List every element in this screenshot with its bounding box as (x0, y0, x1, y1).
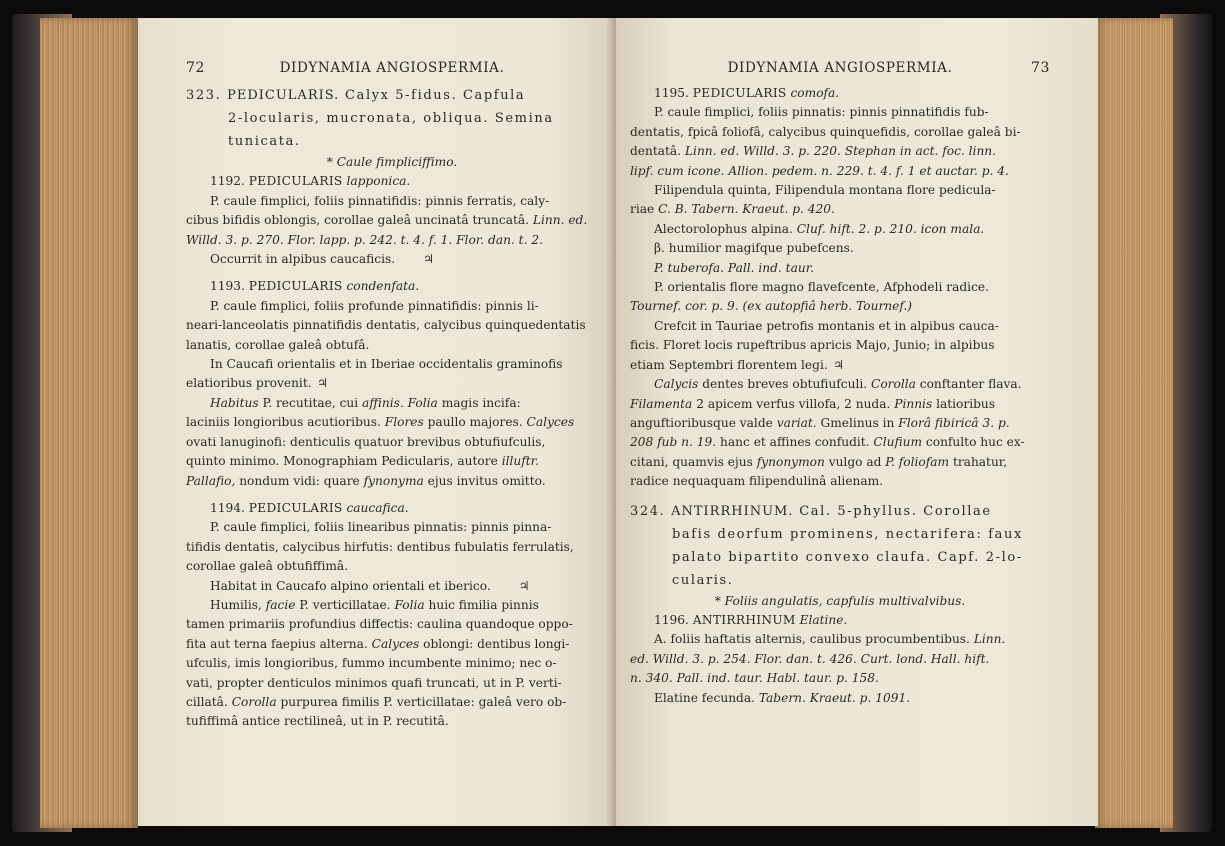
perennial-symbol: ♃ (422, 252, 434, 267)
species-heading: 1194. PEDICULARIS caucafica. (210, 500, 409, 515)
page-number: 73 (1030, 60, 1050, 76)
right-page-body: 1195. PEDICULARIS comofa. P. caule fimplici, foliis pinnatis: pinnis pinnatifidis fub- dentatis, fpicâ foliofâ, calycibus quinquefidis, corollae galeâ bi- dentatâ. Linn. ed. Willd. 3. p. 220. Stephan in act. foc. linn. lipf. cum icone. Allion. pedem. n. 229. t. 4. f. 1 et auctar. p. 4. Filipendula quinta, Filipendula montana flore pedicula- riae C. B. Tabern. Kraeut. p. 420. Alectorolophus alpina. Cluf. hift. 2. p. 210. icon mala. β. humilior magifque pubefcens. P. tuberofa. Pall. ind. taur. P. orientalis flore magno flavefcente, Afphodeli radice. Tournef. cor. p. 9. (ex autopfiâ herb. Tournef.) Crefcit in Tauriae petrofis montanis et in alpibus cauca- ficis. Floret locis rupeftribus apricis Majo, Junio; in alpibus etiam Septembri florentem legi. ♃ Calycis dentes breves obtufiufculi. Corolla conftanter flava. Filamenta 2 apicem verfus villofa, 2 nuda. Pinnis latioribus anguftioribusque valde variat. Gmelinus in Florâ fibiricâ 3. p. 208 fub n. 19. hanc et affines confudit. Clufium confulto huc ex- citani, quamvis ejus fynonymon vulgo ad P. foliofam trahatur, radice nequaquam filipendulinâ alienam. 324. ANTIRRHINUM. Cal. 5-phyllus. Corollae bafis deorfum prominens, nectarifera: faux palato bipartito convexo claufa. Capf. 2-lo- cularis. * Foliis angulatis, capfulis multivalvibus. 1196. ANTIRRHINUM Elatine. A. foliis haftatis alternis, caulibus procumbentibus. Linn. ed. Willd. 3. p. 254. Flor. dan. t. 426. Curt. lond. Hall. hift. n. 340. Pall. ind. taur. Habl. taur. p. 158. Elatine fecunda. Tabern. Kraeut. p. 1091. (630, 84, 1050, 708)
running-head: DIDYNAMIA ANGIOSPERMIA. (279, 60, 505, 76)
left-page-edges (40, 18, 138, 828)
right-page-edges (1095, 18, 1173, 828)
right-page-header (630, 58, 1050, 84)
species-heading: 1193. PEDICULARIS condenfata. (210, 279, 420, 294)
running-head: DIDYNAMIA ANGIOSPERMIA. (727, 60, 953, 76)
page-number: 72 (186, 60, 206, 76)
species-heading: 1195. PEDICULARIS comofa. (654, 86, 840, 100)
left-page-header (186, 58, 598, 84)
genus-name: PEDICULARIS. (227, 88, 340, 103)
genus-number: 323. (186, 88, 222, 103)
species-heading: 1192. PEDICULARIS lapponica. (210, 174, 411, 189)
left-page (138, 18, 616, 826)
perennial-symbol: ♃ (833, 357, 845, 372)
section-heading: * Caule fimpliciffimo. (326, 155, 458, 169)
genus-heading: 324. ANTIRRHINUM. Cal. 5-phyllus. Corollae (630, 503, 992, 519)
genus-heading: 323. PEDICULARIS. Calyx 5-fidus. Capfula (186, 88, 526, 103)
perennial-symbol: ♃ (317, 376, 328, 391)
perennial-symbol: ♃ (518, 578, 530, 593)
right-page (616, 18, 1098, 826)
species-heading: 1196. ANTIRRHINUM Elatine. (654, 612, 848, 627)
section-heading: * Foliis angulatis, capfulis multivalvibus. (714, 593, 966, 608)
left-page-body: 323. PEDICULARIS. Calyx 5-fidus. Capfula 2-locularis, mucronata, obliqua. Semina tunicata. * Caule fimpliciffimo. 1192. PEDICULARIS lapponica. P. caule fimplici, foliis pinnatifidis: pinnis ferratis, caly- cibus bifidis oblongis, corollae galeâ uncinatâ truncatâ. Linn. ed. Willd. 3. p. 270. Flor. lapp. p. 242. t. 4. f. 1. Flor. dan. t. 2. Occurrit in alpibus caucaficis. ♃ 1193. PEDICULARIS condenfata. P. caule fimplici, foliis profunde pinnatifidis: pinnis li- neari-lanceolatis pinnatifidis dentatis, calycibus quinquedentatis lanatis, corollae galeâ obtufâ. In Caucafi orientalis et in Iberiae occidentalis graminofis elatioribus provenit. ♃ Habitus P. recutitae, cui affinis. Folia magis incifa: laciniis longioribus acutioribus. Flores paullo majores. Calyces ovati lanuginofi: denticulis quatuor brevibus obtufiufculis, quinto minimo. Monographiam Pedicularis, autore illuftr. Pallafio, nondum vidi: quare fynonyma ejus invitus omitto. 1194. PEDICULARIS caucafica. P. caule fimplici, foliis linearibus pinnatis: pinnis pinna- tifidis dentatis, calycibus hirfutis: dentibus fubulatis ferrulatis, corollae galeâ obtufiffimâ. Habitat in Caucafo alpino orientali et iberico. ♃ Humilis, facie P. verticillatae. Folia huic fimilia pinnis tamen primariis profundius diffectis: caulina quandoque oppo- fita aut terna faepius alterna. Calyces oblongi: dentibus longi- ufculis, imis longioribus, fummo incumbente minimo; nec o- vati, propter denticulos minimos quafi truncati, ut in P. verti- cillatâ. Corolla purpurea fimilis P. verticillatae: galeâ vero ob- tufiffimâ antice rectilineâ, ut in P. recutitâ. (186, 84, 598, 732)
